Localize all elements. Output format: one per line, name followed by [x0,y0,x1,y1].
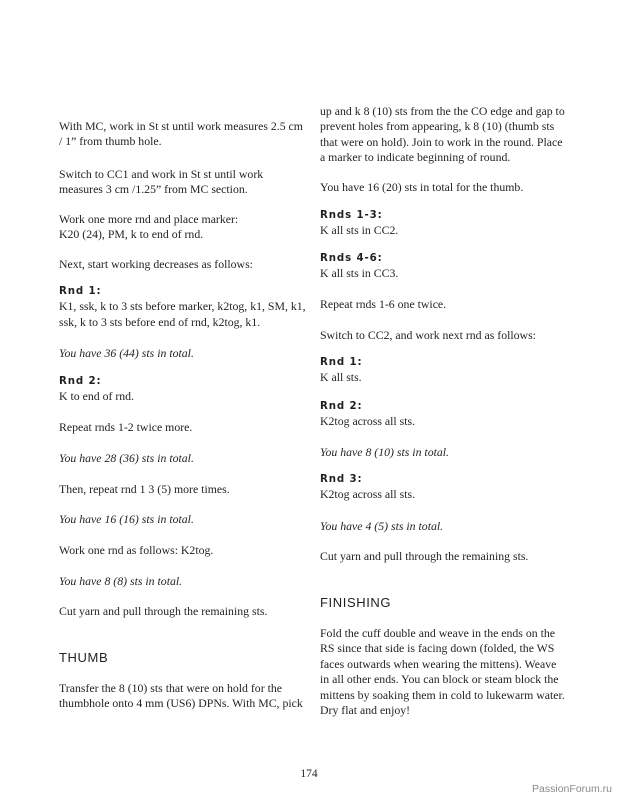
instruction-rnds-4-6: Rnds 4-6: K all sts in CC3. [320,251,578,282]
instruction-rnd-2: Rnd 2: K2tog across all sts. [320,399,578,430]
paragraph-start-decreases: Next, start working decreases as follows: [59,257,253,271]
stitch-count-note: You have 16 (16) sts in total. [59,512,194,526]
rnd-label: Rnd 1: [320,357,363,368]
rnd-label: Rnd 2: [320,401,363,412]
paragraph-pick-up: up and k 8 (10) sts from the the CO edge and gap to prevent holes from appearing, k 8 (10) (thumb sts that were on hold). Join to work in the round. Place a marker to indicate beginning of round. [320,104,565,165]
page-number: 174 [300,768,318,780]
paragraph-repeat-rnd: Then, repeat rnd 1 3 (5) more times. [59,482,230,496]
stitch-count-note: You have 8 (8) sts in total. [59,574,183,588]
paragraph-work-mc: With MC, work in St st until work measures 2.5 cm / 1” from thumb hole. [59,119,303,149]
paragraph-k2tog: Work one rnd as follows: K2tog. [59,543,214,557]
rnd-label: Rnd 3: [320,474,363,485]
rnd-label: Rnd 2: [59,376,102,387]
paragraph-place-marker: Work one more rnd and place marker: K20 (24), PM, k to end of rnd. [59,212,239,242]
rnd-label: Rnds 4-6: [320,253,383,264]
rnd-label: Rnd 1: [59,286,102,297]
paragraph-transfer-sts: Transfer the 8 (10) sts that were on hold for the thumbhole onto 4 mm (US6) DPNs. With MC, pick [59,681,303,711]
paragraph-fold-cuff: Fold the cuff double and weave in the ends on the RS since that side is facing down (folded, the WS faces outwards when wearing the mittens). Weave in all other ends. You can block or steam block the mittens by soaking them in cold to lukewarm water. Dry flat and enjoy! [320,626,565,718]
instruction-rnd-1: Rnd 1: K1, ssk, k to 3 sts before marker, k2tog, k1, SM, k1, ssk, k to 3 sts before end of rnd, k2tog, k1. [59,286,306,329]
stitch-count-note: You have 36 (44) sts in total. [59,346,194,360]
instruction-rnd-2: Rnd 2: K to end of rnd. [59,374,301,405]
section-heading-thumb: THUMB [59,650,109,665]
stitch-count-note: You have 8 (10) sts in total. [320,445,450,459]
paragraph-thumb-count: You have 16 (20) sts in total for the thumb. [320,180,524,194]
stitch-count-note: You have 28 (36) sts in total. [59,451,194,465]
paragraph-switch-cc1: Switch to CC1 and work in St st until work measures 3 cm /1.25” from MC section. [59,167,264,197]
paragraph-switch-cc2: Switch to CC2, and work next rnd as follows: [320,328,536,342]
rnd-label: Rnds 1-3: [320,210,383,221]
section-heading-finishing: FINISHING [320,595,392,610]
watermark: PassionForum.ru [532,783,612,795]
paragraph-repeat-rnds: Repeat rnds 1-6 one twice. [320,297,447,311]
instruction-rnd-1: Rnd 1: K all sts. [320,355,578,386]
paragraph-repeat: Repeat rnds 1-2 twice more. [59,420,193,434]
paragraph-cut-yarn: Cut yarn and pull through the remaining sts. [59,604,268,618]
instruction-rnds-1-3: Rnds 1-3: K all sts in CC2. [320,208,578,239]
stitch-count-note: You have 4 (5) sts in total. [320,519,444,533]
paragraph-cut-yarn: Cut yarn and pull through the remaining sts. [320,549,529,563]
instruction-rnd-3: Rnd 3: K2tog across all sts. [320,472,578,503]
